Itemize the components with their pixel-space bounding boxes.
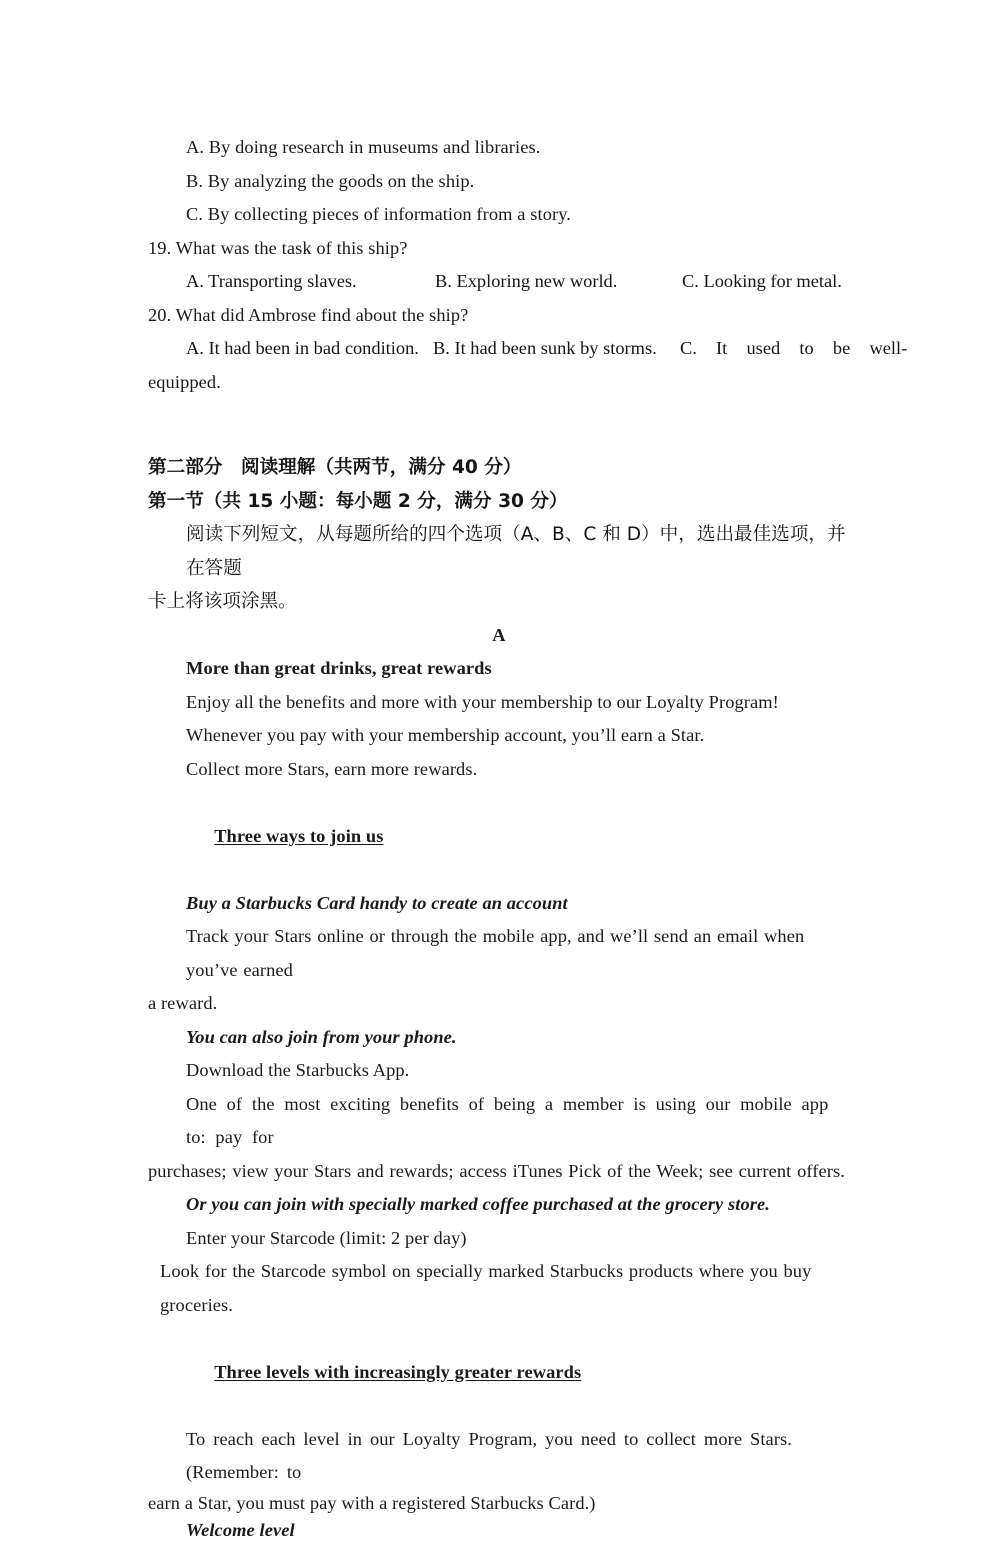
passage-intro-line-2: Whenever you pay with your membership account, you’ll earn a Star. bbox=[186, 725, 705, 745]
q19-stem: 19. What was the task of this ship? bbox=[148, 237, 408, 258]
way2-body-line-1: Download the Starbucks App. bbox=[186, 1060, 410, 1080]
passage-intro-line-1: Enjoy all the benefits and more with your membership to our Loyalty Program! bbox=[186, 691, 779, 712]
q20-option-c-continued: equipped. bbox=[148, 371, 221, 392]
way3-body-line-1: Enter your Starcode (limit: 2 per day) bbox=[186, 1227, 467, 1248]
q19-option-c: C. Looking for metal. bbox=[682, 271, 842, 291]
q20-options-row bbox=[148, 332, 908, 366]
q19-option-a: A. Transporting slaves. bbox=[186, 271, 357, 291]
q20-option-a: A. It had been in bad condition. bbox=[186, 338, 419, 358]
q18-option-b: B. By analyzing the goods on the ship. bbox=[186, 170, 475, 191]
q20-option-c: C. It used to be well- bbox=[680, 338, 908, 358]
q18-option-a: A. By doing research in museums and libraries. bbox=[186, 137, 541, 157]
way2-subheading: You can also join from your phone. bbox=[186, 1026, 457, 1047]
level-welcome-name: Welcome level bbox=[186, 1519, 295, 1540]
way3-subheading: Or you can join with specially marked coffee purchased at the grocery store. bbox=[186, 1194, 770, 1214]
instruction-line-2: 卡上将该项涂黑。 bbox=[148, 591, 297, 612]
passage-label-a: A bbox=[492, 624, 506, 645]
way1-subheading: Buy a Starbucks Card handy to create an account bbox=[186, 892, 568, 913]
section-one-heading: 第一节（共 15 小题：每小题 2 分，满分 30 分） bbox=[148, 490, 568, 512]
q19-option-b: B. Exploring new world. bbox=[435, 271, 618, 291]
instruction-line-1: 阅读下列短文，从每题所给的四个选项（A、B、C 和 D）中，选出最佳选项，并在答题 bbox=[186, 524, 846, 579]
way1-body-line-1: Track your Stars online or through the mobile app, and we’ll send an email when you’ve earned bbox=[186, 926, 810, 980]
levels-intro-line-1: To reach each level in our Loyalty Program, you need to collect more Stars. (Remember: to bbox=[186, 1428, 800, 1482]
way2-body-line-3: purchases; view your Stars and rewards; access iTunes Pick of the Week; see current offers. bbox=[148, 1160, 845, 1181]
heading-three-ways-to-join bbox=[148, 786, 850, 887]
way3-body-line-2: Look for the Starcode symbol on specially marked Starbucks products where you buy groceries. bbox=[160, 1261, 818, 1315]
part-two-heading: 第二部分 阅读理解（共两节，满分 40 分） bbox=[148, 457, 522, 478]
q20-stem: 20. What did Ambrose find about the ship? bbox=[148, 304, 469, 325]
passage-title: More than great drinks, great rewards bbox=[186, 658, 492, 678]
text-column bbox=[148, 131, 908, 1544]
q20-option-b: B. It had been sunk by storms. bbox=[433, 338, 657, 358]
heading-three-ways-text: Three ways to join us bbox=[214, 825, 384, 846]
section-gap bbox=[148, 399, 850, 451]
levels-intro-line-2: earn a Star, you must pay with a registered Starbucks Card.) bbox=[148, 1492, 596, 1513]
q19-options-row bbox=[148, 265, 850, 299]
way2-body-line-2: One of the most exciting benefits of being a member is using our mobile app to: pay for bbox=[186, 1093, 839, 1147]
heading-three-levels-text: Three levels with increasingly greater rewards bbox=[214, 1361, 582, 1382]
q18-option-c: C. By collecting pieces of information from a story. bbox=[186, 204, 572, 224]
passage-intro-line-3: Collect more Stars, earn more rewards. bbox=[186, 758, 478, 779]
heading-three-levels bbox=[148, 1322, 850, 1423]
way1-body-line-2: a reward. bbox=[148, 993, 218, 1013]
